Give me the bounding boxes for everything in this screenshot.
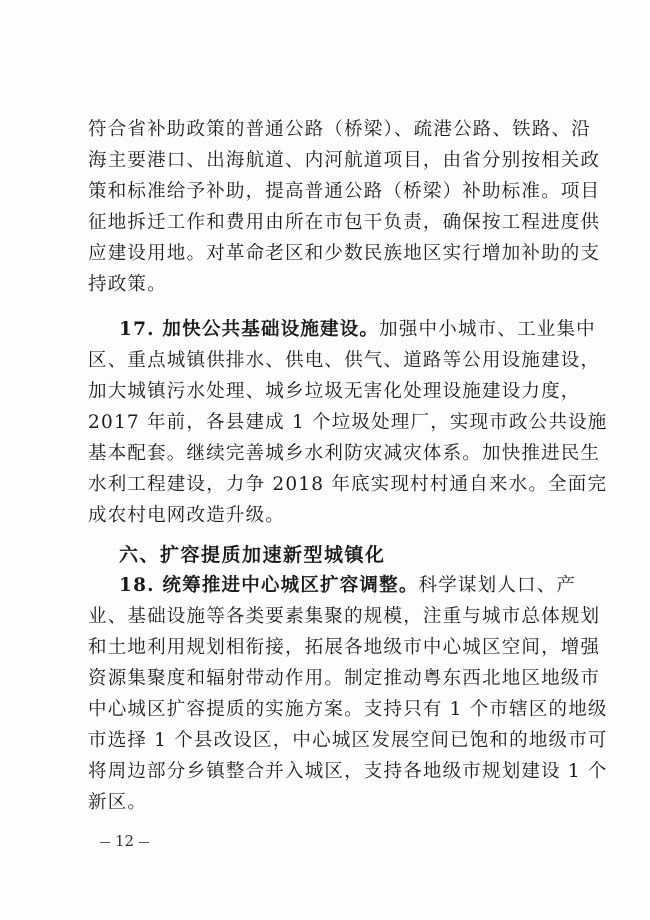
text-line: 海主要港口、出海航道、内河航道项目，由省分别按相关政 — [88, 150, 601, 171]
text-line: 征地拆迁工作和费用由所在市包干负责，确保按工程进度供 — [88, 212, 601, 233]
text-line: 资源集聚度和辐射带动作用。制定推动粤东西北地区地级市 — [88, 668, 601, 689]
paragraph-lead: 17. 加快公共基础设施建设。 — [119, 319, 380, 340]
paragraph-first-line — [119, 574, 577, 598]
footer-dash-right — [139, 842, 149, 843]
paragraph-first-line — [119, 318, 596, 342]
footer-dash-left — [100, 842, 110, 843]
text-line: 水利工程建设，力争 2018 年底实现村村通自来水。全面完 — [88, 474, 608, 495]
text-line: 持政策。 — [88, 274, 167, 295]
text-line: 策和标准给予补助，提高普通公路（桥梁）补助标准。项目 — [88, 181, 601, 202]
text-line: 2017 年前，各县建成 1 个垃圾处理厂，实现市政公共设施 — [88, 412, 608, 433]
text-line: 应建设用地。对革命老区和少数民族地区实行增加补助的支 — [88, 243, 601, 264]
text-line: 新区。 — [88, 792, 148, 813]
page-number: 12 — [115, 832, 135, 850]
text-line: 符合省补助政策的普通公路（桥梁）、疏港公路、铁路、沿 — [88, 119, 591, 140]
text-line: 基本配套。继续完善城乡水利防灾减灾体系。加快推进民生 — [88, 443, 601, 464]
text-line: 中心城区扩容提质的实施方案。支持只有 1 个市辖区的地级 — [88, 699, 608, 720]
paragraph-first-rest: 加强中小城市、工业集中 — [379, 319, 596, 340]
text-line: 成农村电网改造升级。 — [88, 505, 286, 526]
page-footer — [95, 832, 154, 850]
text-line: 业、基础设施等各类要素集聚的规模，注重与城市总体规划 — [88, 606, 601, 627]
text-line: 和土地利用规划相衔接，拓展各地级市中心城区空间，增强 — [88, 637, 601, 658]
text-line: 市选择 1 个县改设区，中心城区发展空间已饱和的地级市可 — [88, 730, 608, 751]
text-line: 加大城镇污水处理、城乡垃圾无害化处理设施建设力度， — [88, 381, 581, 402]
paragraph-first-rest: 科学谋划人口、产 — [418, 575, 577, 596]
text-line: 区、重点城镇供排水、供电、供气、道路等公用设施建设， — [88, 350, 601, 371]
text-line: 将周边部分乡镇整合并入城区，支持各地级市规划建设 1 个 — [88, 761, 608, 782]
paragraph-lead: 18. 统筹推进中心城区扩容调整。 — [119, 575, 419, 596]
section-heading: 六、扩容提质加速新型城镇化 — [119, 544, 386, 566]
